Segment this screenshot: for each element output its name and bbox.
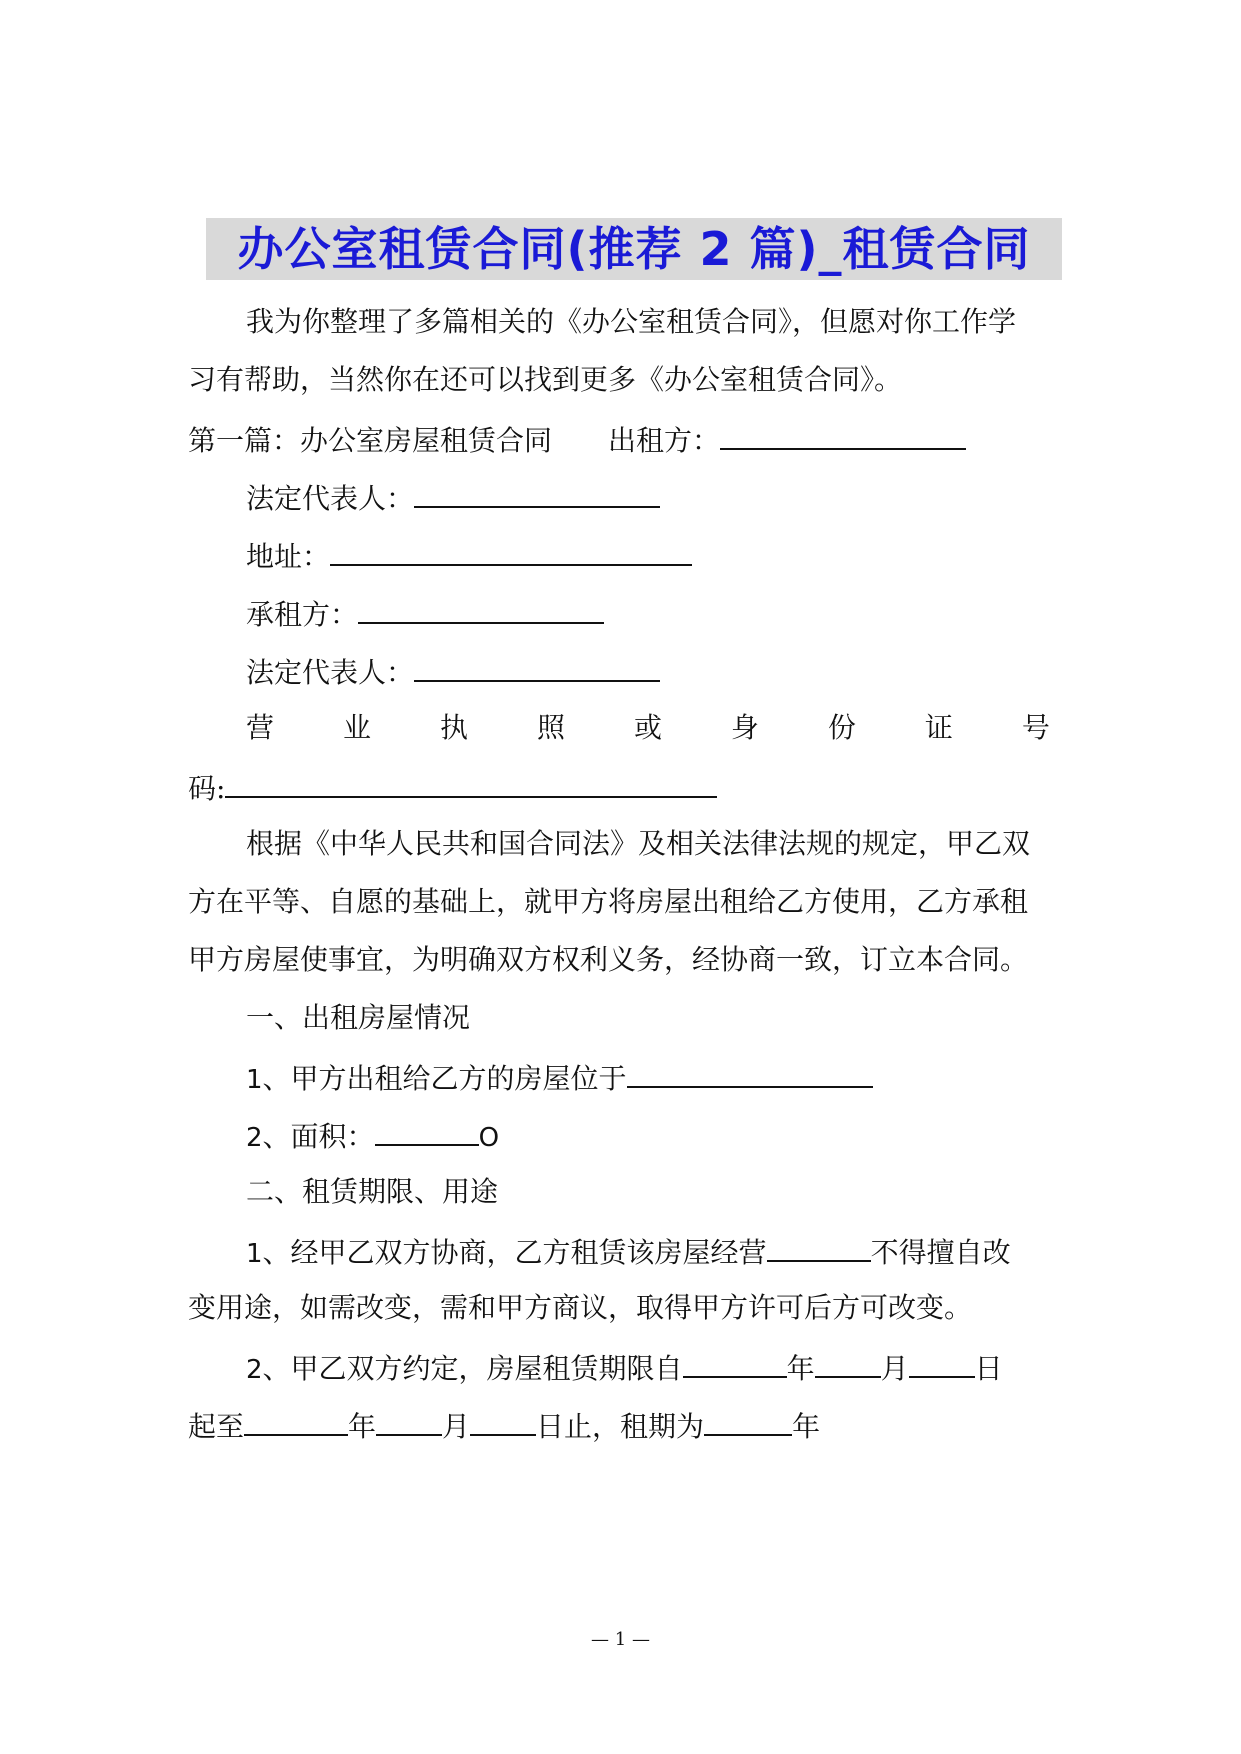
lessor-blank [720, 418, 966, 450]
address-line [246, 534, 692, 574]
start-year-blank [683, 1346, 787, 1378]
license-tail-line [188, 766, 717, 806]
license-char: 份 [827, 711, 856, 744]
lessee-rep-line [246, 650, 660, 690]
item-2-1-number: 1 [246, 1239, 263, 1269]
item-1-2-text: 、面积： [262, 1120, 375, 1153]
heading-1: 一、出租房屋情况 [246, 1001, 471, 1034]
month-label: 月 [442, 1410, 471, 1443]
license-char: 执 [439, 711, 468, 744]
basis-line-2: 方在平等、自愿的基础上，就甲方将房屋出租给乙方使用，乙方承租 [188, 885, 1029, 918]
item-2-1-line-2: 变用途，如需改变，需和甲方商议，取得甲方许可后方可改变。 [188, 1291, 973, 1324]
item-2-2-text-c: 日止，租期为 [536, 1410, 705, 1443]
section-line [188, 418, 966, 458]
lessee-rep-label: 法定代表人： [246, 656, 415, 689]
item-2-2-text-b: 起至 [188, 1410, 245, 1443]
item-1-2-line [246, 1114, 499, 1154]
license-char: 或 [633, 711, 662, 744]
intro-line-2: 习有帮助，当然你在还可以找到更多《办公室租赁合同》。 [188, 363, 903, 396]
start-day-blank [909, 1346, 975, 1378]
term-blank [704, 1404, 792, 1436]
lessor-rep-line [246, 476, 660, 516]
license-char: 照 [536, 711, 565, 744]
item-2-2-number: 2 [246, 1355, 263, 1385]
item-1-1-number: 1 [246, 1065, 263, 1095]
address-label: 地址： [246, 540, 331, 573]
start-month-blank [815, 1346, 881, 1378]
basis-line-3: 甲方房屋使事宜，为明确双方权利义务，经协商一致，订立本合同。 [188, 943, 1029, 976]
item-2-2-text-a: 、甲乙双方约定，房屋租赁期限自 [262, 1352, 683, 1385]
end-month-blank [376, 1404, 442, 1436]
lessor-rep-label: 法定代表人： [246, 482, 415, 515]
document-title: 办公室租赁合同(推荐 2 篇)_租赁合同 [237, 222, 1031, 276]
license-char: 营 [246, 711, 275, 744]
end-day-blank [470, 1404, 536, 1436]
lessor-rep-blank [414, 476, 660, 508]
license-tail: 码: [188, 772, 226, 805]
end-year-blank [244, 1404, 348, 1436]
lessee-blank [358, 592, 604, 624]
year-label: 年 [348, 1410, 377, 1443]
item-1-1-text: 、甲方出租给乙方的房屋位于 [262, 1062, 627, 1095]
license-char: 身 [730, 711, 759, 744]
license-char: 证 [924, 711, 953, 744]
license-blank [225, 766, 717, 798]
page-number: — 1 — [591, 1629, 650, 1650]
lessee-line [246, 592, 604, 632]
license-char: 号 [1021, 711, 1050, 744]
heading-2: 二、租赁期限、用途 [246, 1175, 499, 1208]
section-title: 第一篇：办公室房屋租赁合同 [188, 424, 553, 457]
year-label: 年 [792, 1410, 821, 1443]
month-label: 月 [880, 1352, 909, 1385]
item-1-1-line [246, 1056, 873, 1096]
lessor-label: 出租方： [608, 424, 721, 457]
item-2-2-line-2 [188, 1404, 820, 1444]
area-blank [375, 1114, 479, 1146]
item-2-1-line [246, 1230, 1011, 1270]
day-label: 日 [974, 1352, 1003, 1385]
business-blank [767, 1230, 871, 1262]
item-2-2-line [246, 1346, 1003, 1386]
basis-line-1: 根据《中华人民共和国合同法》及相关法律法规的规定，甲乙双 [246, 827, 1031, 860]
item-2-1-text-a: 、经甲乙双方协商，乙方租赁该房屋经营 [262, 1236, 767, 1269]
item-2-1-text-b: 不得擅自改 [870, 1236, 1011, 1269]
license-line [246, 708, 1050, 748]
lessee-rep-blank [414, 650, 660, 682]
area-unit: O [478, 1123, 500, 1153]
year-label: 年 [786, 1352, 815, 1385]
address-blank [330, 534, 692, 566]
license-char: 业 [342, 711, 371, 744]
location-blank [627, 1056, 873, 1088]
lessee-label: 承租方： [246, 598, 359, 631]
intro-line-1: 我为你整理了多篇相关的《办公室租赁合同》，但愿对你工作学 [246, 305, 1017, 338]
item-1-2-number: 2 [246, 1123, 263, 1153]
